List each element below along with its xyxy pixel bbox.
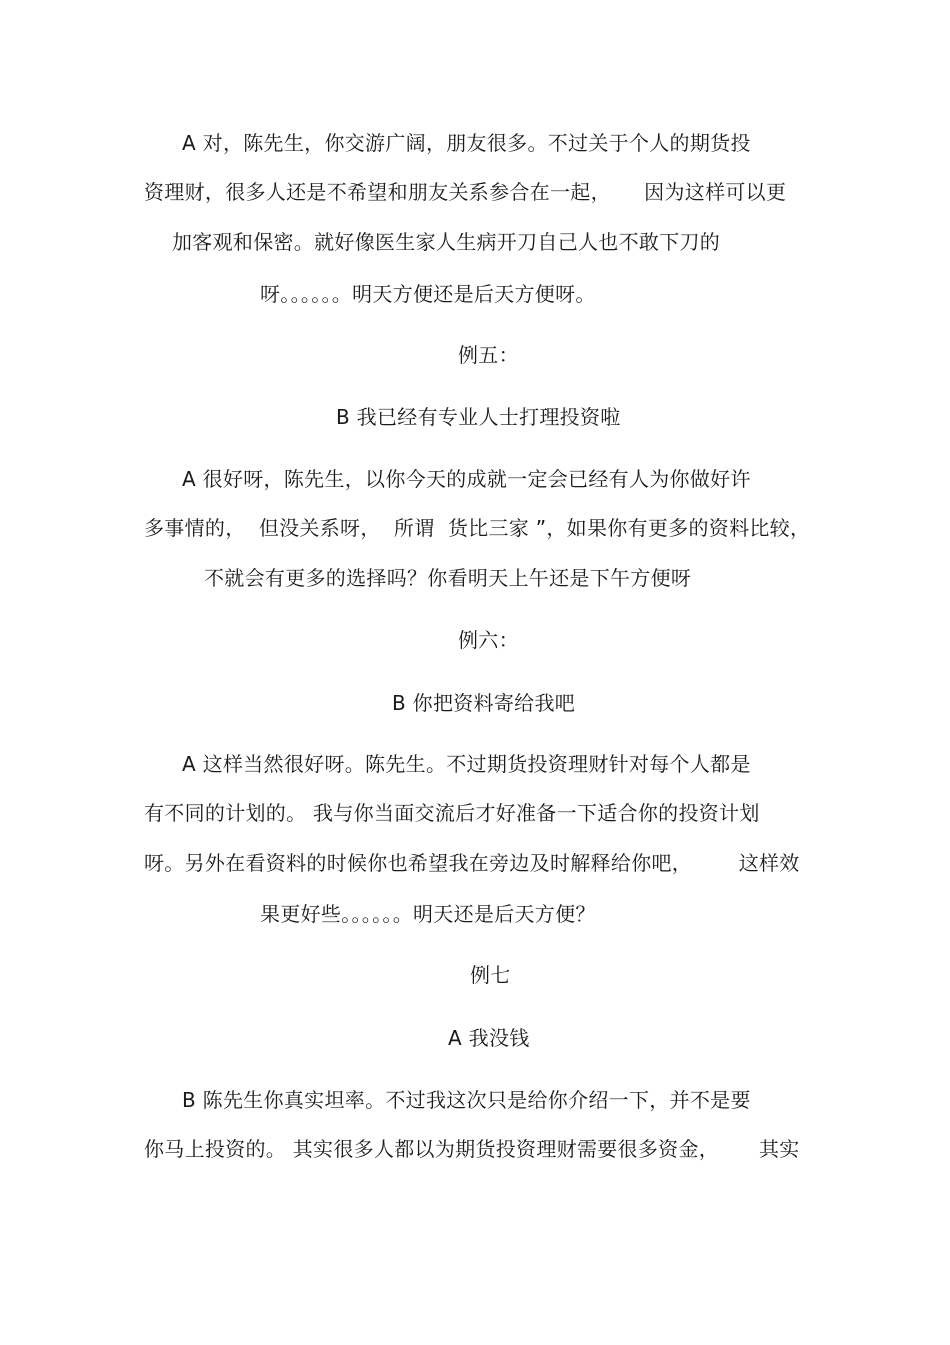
- b5-statement: B 我已经有专业人士打理投资啦: [336, 405, 621, 429]
- para6-line-2: 有不同的计划的。 我与你当面交流后才好准备一下适合你的投资计划: [144, 801, 760, 825]
- heading-example-5: 例五：: [458, 343, 519, 367]
- para6-line-1: A 这样当然很好呀。陈先生。不过期货投资理财针对每个人都是: [182, 752, 751, 776]
- para7-line-2: 你马上投资的。 其实很多人都以为期货投资理财需要很多资金， 其实: [144, 1137, 800, 1161]
- para5-line-3: 不就会有更多的选择吗？你看明天上午还是下午方便呀: [204, 566, 692, 590]
- para5-line-1: A 很好呀，陈先生，以你今天的成就一定会已经有人为你做好许: [182, 467, 751, 491]
- a7-statement: A 我没钱: [448, 1026, 530, 1050]
- para5-line-2: 多事情的， 但没关系呀， 所谓 货比三家 ”，如果你有更多的资料比较，: [144, 516, 811, 540]
- para6-line-3: 呀。另外在看资料的时候你也希望我在旁边及时解释给你吧， 这样效: [144, 851, 800, 875]
- para1-line-4: 呀。。。。。。明天方便还是后天方便呀。: [260, 282, 596, 306]
- para1-line-1: A 对，陈先生，你交游广阔，朋友很多。不过关于个人的期货投: [182, 131, 751, 155]
- b6-statement: B 你把资料寄给我吧: [392, 691, 576, 715]
- para1-line-3: 加客观和保密。就好像医生家人生病开刀自己人也不敢下刀的: [172, 230, 721, 254]
- heading-example-7: 例七: [470, 963, 511, 987]
- para6-line-4: 果更好些。。。。。。明天还是后天方便？: [260, 902, 596, 926]
- para1-line-2: 资理财，很多人还是不希望和朋友关系参合在一起， 因为这样可以更: [144, 180, 787, 204]
- heading-example-6: 例六：: [458, 628, 519, 652]
- para7-line-1: B 陈先生你真实坦率。不过我这次只是给你介绍一下，并不是要: [182, 1088, 751, 1112]
